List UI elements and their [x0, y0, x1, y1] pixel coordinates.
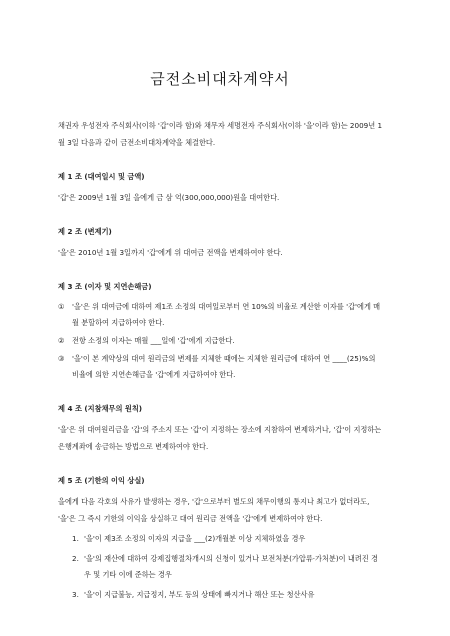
item-text: '을'이 제3조 소정의 이자의 지급을 ___(2)개월분 이상 지체하였을 경우	[84, 534, 306, 543]
document-title: 금전소비대차계약서	[150, 70, 290, 88]
clause-marker: ②	[58, 336, 65, 345]
clause-text: 전항 소정의 이자는 매월 ___일에 '갑'에게 지급한다.	[72, 336, 235, 345]
article-3	[58, 281, 382, 383]
article-4	[58, 403, 382, 455]
article-body: 을에게 다음 각호의 사유가 발생하는 경우, '갑'으로부터 별도의 채무이행의 통지나 최고가 없더라도, '을'은 그 즉시 기한의 이익을 상실하고 대여 원리금 전액을 '갑'에게 변제하여야 한다.	[58, 497, 370, 523]
clause-marker: ③	[58, 354, 65, 363]
article-2	[58, 226, 382, 261]
clause-text: '을'은 위 대여금에 대하여 제1조 소정의 대여일로부터 연 10%의 비율로 계산한 이자를 '갑'에게 매월 분할하여 지급하여야 한다.	[72, 302, 381, 327]
numbered-item	[58, 551, 382, 583]
article-title: 제 1 조 (대여일시 및 금액)	[58, 172, 145, 181]
clause-item	[58, 333, 382, 349]
article-body: '을'은 위 대여원리금을 '갑'의 주소지 또는 '갑'이 지정하는 장소에 지참하여 변제하거나, '갑'이 지정하는 은행계좌에 송금하는 방법으로 변제하여야 한다.	[58, 425, 382, 451]
article-1	[58, 171, 382, 206]
article-title: 제 3 조 (이자 및 지연손해금)	[58, 282, 152, 291]
clause-marker: ①	[58, 302, 65, 311]
article-body: '갑'은 2009년 1월 3일 을에게 금 삼 억(300,000,000)원을 대여한다.	[58, 193, 280, 202]
clause-item	[58, 299, 382, 331]
numbered-item	[58, 587, 382, 603]
article-title: 제 2 조 (변제기)	[58, 227, 112, 236]
clause-text: '을'이 본 계약상의 대여 원리금의 변제를 지체한 때에는 지체한 원리금에 대하여 연 ____(25)%의 비율에 의한 지연손해금을 '갑'에게 지급하여야 한다.	[72, 354, 376, 379]
article-body: '을'은 2010년 1월 3일까지 '갑'에게 위 대여금 전액을 변제하여야 한다.	[58, 248, 283, 257]
item-text: '을'의 재산에 대하여 강제집행절차개시의 신청이 있거나 보전처분(가압류·가처분)이 내려진 경우 및 기타 이에 준하는 경우	[84, 554, 378, 579]
numbered-list	[58, 531, 382, 603]
clause-list	[58, 299, 382, 383]
intro-paragraph: 채권자 우성전자 주식회사(이하 '갑'이라 함)와 채무자 세명전자 주식회사(이하 '을'이라 함)는 2009년 1월 3일 다음과 같이 금전소비대차계약을 체결한다.	[58, 121, 383, 147]
numbered-item	[58, 531, 382, 547]
article-5	[58, 475, 382, 603]
item-marker: 2.	[72, 554, 79, 563]
item-marker: 3.	[72, 590, 79, 599]
item-text: '을'이 지급불능, 지급정지, 부도 등의 상태에 빠지거나 해산 또는 청산사유	[84, 590, 315, 599]
article-title: 제 5 조 (기한의 이익 상실)	[58, 476, 145, 485]
article-title: 제 4 조 (지참채무의 원칙)	[58, 404, 143, 413]
item-marker: 1.	[72, 534, 79, 543]
clause-item	[58, 351, 382, 383]
